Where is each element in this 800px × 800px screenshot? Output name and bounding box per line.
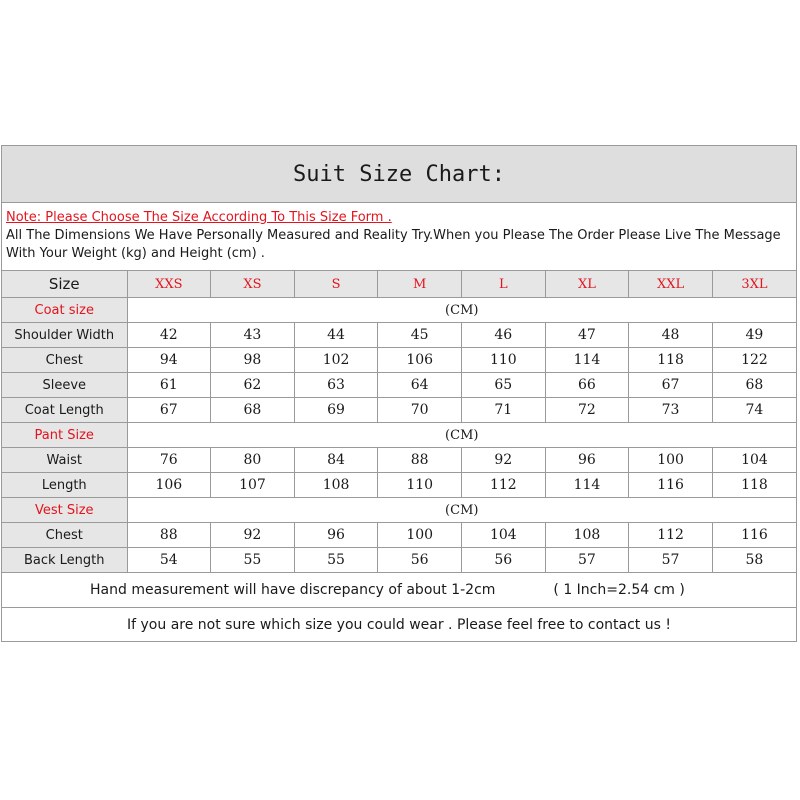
- measurement-value: 122: [712, 348, 796, 373]
- measurement-note: Hand measurement will have discrepancy of about 1-2cm: [90, 582, 496, 598]
- note-block: [2, 203, 796, 271]
- measurement-value: 84: [294, 448, 378, 473]
- section-title: Vest Size: [2, 498, 127, 523]
- measurement-label: Shoulder Width: [2, 323, 127, 348]
- measurement-value: 96: [545, 448, 629, 473]
- measurement-value: 56: [378, 548, 462, 573]
- measurement-label: Length: [2, 473, 127, 498]
- measurement-value: 58: [712, 548, 796, 573]
- measurement-value: 71: [462, 398, 546, 423]
- measurement-label: Chest: [2, 523, 127, 548]
- measurement-value: 72: [545, 398, 629, 423]
- measurement-value: 66: [545, 373, 629, 398]
- measurement-value: 114: [545, 473, 629, 498]
- measurement-value: 88: [127, 523, 211, 548]
- measurement-value: 67: [127, 398, 211, 423]
- measurement-value: 116: [629, 473, 713, 498]
- measurement-value: 63: [294, 373, 378, 398]
- measurement-value: 98: [211, 348, 295, 373]
- measurement-value: 70: [378, 398, 462, 423]
- measurement-value: 46: [462, 323, 546, 348]
- measurement-value: 108: [545, 523, 629, 548]
- size-label-xs: XS: [211, 271, 295, 298]
- size-label-s: S: [294, 271, 378, 298]
- measurement-row: [2, 548, 796, 573]
- measurement-value: 61: [127, 373, 211, 398]
- section-title: Coat size: [2, 298, 127, 323]
- measurement-value: 42: [127, 323, 211, 348]
- measurement-label: Sleeve: [2, 373, 127, 398]
- measurement-row: [2, 523, 796, 548]
- measurement-value: 116: [712, 523, 796, 548]
- measurement-value: 107: [211, 473, 295, 498]
- measurement-label: Waist: [2, 448, 127, 473]
- measurement-value: 62: [211, 373, 295, 398]
- size-label-m: M: [378, 271, 462, 298]
- measurement-value: 108: [294, 473, 378, 498]
- size-header-row: [2, 271, 796, 298]
- measurement-row: [2, 348, 796, 373]
- measurement-value: 92: [211, 523, 295, 548]
- note-line-2: All The Dimensions We Have Personally Measured and Reality Try.When you Please The Order Please Live The Message: [6, 228, 781, 243]
- measurement-value: 56: [462, 548, 546, 573]
- measurement-value: 100: [378, 523, 462, 548]
- section-title: Pant Size: [2, 423, 127, 448]
- size-chart: [1, 145, 797, 642]
- unit-label: (CM): [127, 298, 796, 323]
- measurement-value: 57: [545, 548, 629, 573]
- measurement-value: 55: [211, 548, 295, 573]
- contact-note: If you are not sure which size you could wear . Please feel free to contact us !: [127, 616, 671, 633]
- unit-label: (CM): [127, 498, 796, 523]
- inch-conversion: ( 1 Inch=2.54 cm ): [553, 582, 685, 598]
- size-table: [2, 271, 796, 573]
- measurement-value: 44: [294, 323, 378, 348]
- measurement-value: 55: [294, 548, 378, 573]
- size-label-xxs: XXS: [127, 271, 211, 298]
- measurement-value: 69: [294, 398, 378, 423]
- measurement-value: 68: [211, 398, 295, 423]
- measurement-value: 49: [712, 323, 796, 348]
- measurement-row: [2, 473, 796, 498]
- measurement-value: 92: [462, 448, 546, 473]
- measurement-value: 80: [211, 448, 295, 473]
- size-label-xl: XL: [545, 271, 629, 298]
- measurement-value: 76: [127, 448, 211, 473]
- measurement-value: 68: [712, 373, 796, 398]
- measurement-note-row: [2, 573, 796, 608]
- measurement-value: 54: [127, 548, 211, 573]
- measurement-value: 88: [378, 448, 462, 473]
- measurement-value: 73: [629, 398, 713, 423]
- unit-label: (CM): [127, 423, 796, 448]
- measurement-value: 65: [462, 373, 546, 398]
- measurement-label: Back Length: [2, 548, 127, 573]
- measurement-row: [2, 373, 796, 398]
- measurement-value: 48: [629, 323, 713, 348]
- measurement-value: 106: [127, 473, 211, 498]
- measurement-value: 118: [629, 348, 713, 373]
- measurement-value: 104: [462, 523, 546, 548]
- measurement-row: [2, 398, 796, 423]
- size-label-l: L: [462, 271, 546, 298]
- measurement-label: Coat Length: [2, 398, 127, 423]
- measurement-value: 57: [629, 548, 713, 573]
- measurement-value: 45: [378, 323, 462, 348]
- note-warning: Note: Please Choose The Size According To This Size Form .: [6, 210, 392, 225]
- measurement-row: [2, 448, 796, 473]
- section-row: [2, 423, 796, 448]
- section-row: [2, 498, 796, 523]
- size-header-label: Size: [2, 271, 127, 298]
- size-label-xxl: XXL: [629, 271, 713, 298]
- measurement-value: 94: [127, 348, 211, 373]
- measurement-value: 96: [294, 523, 378, 548]
- measurement-row: [2, 323, 796, 348]
- section-row: [2, 298, 796, 323]
- measurement-value: 112: [629, 523, 713, 548]
- chart-title: Suit Size Chart:: [2, 146, 796, 203]
- measurement-value: 106: [378, 348, 462, 373]
- measurement-value: 64: [378, 373, 462, 398]
- measurement-value: 74: [712, 398, 796, 423]
- measurement-value: 100: [629, 448, 713, 473]
- measurement-value: 104: [712, 448, 796, 473]
- measurement-value: 118: [712, 473, 796, 498]
- size-label-3xl: 3XL: [712, 271, 796, 298]
- measurement-value: 110: [378, 473, 462, 498]
- measurement-value: 67: [629, 373, 713, 398]
- note-line-3: With Your Weight (kg) and Height (cm) .: [6, 246, 265, 261]
- measurement-value: 112: [462, 473, 546, 498]
- measurement-value: 102: [294, 348, 378, 373]
- measurement-value: 114: [545, 348, 629, 373]
- measurement-value: 110: [462, 348, 546, 373]
- measurement-label: Chest: [2, 348, 127, 373]
- measurement-value: 47: [545, 323, 629, 348]
- measurement-value: 43: [211, 323, 295, 348]
